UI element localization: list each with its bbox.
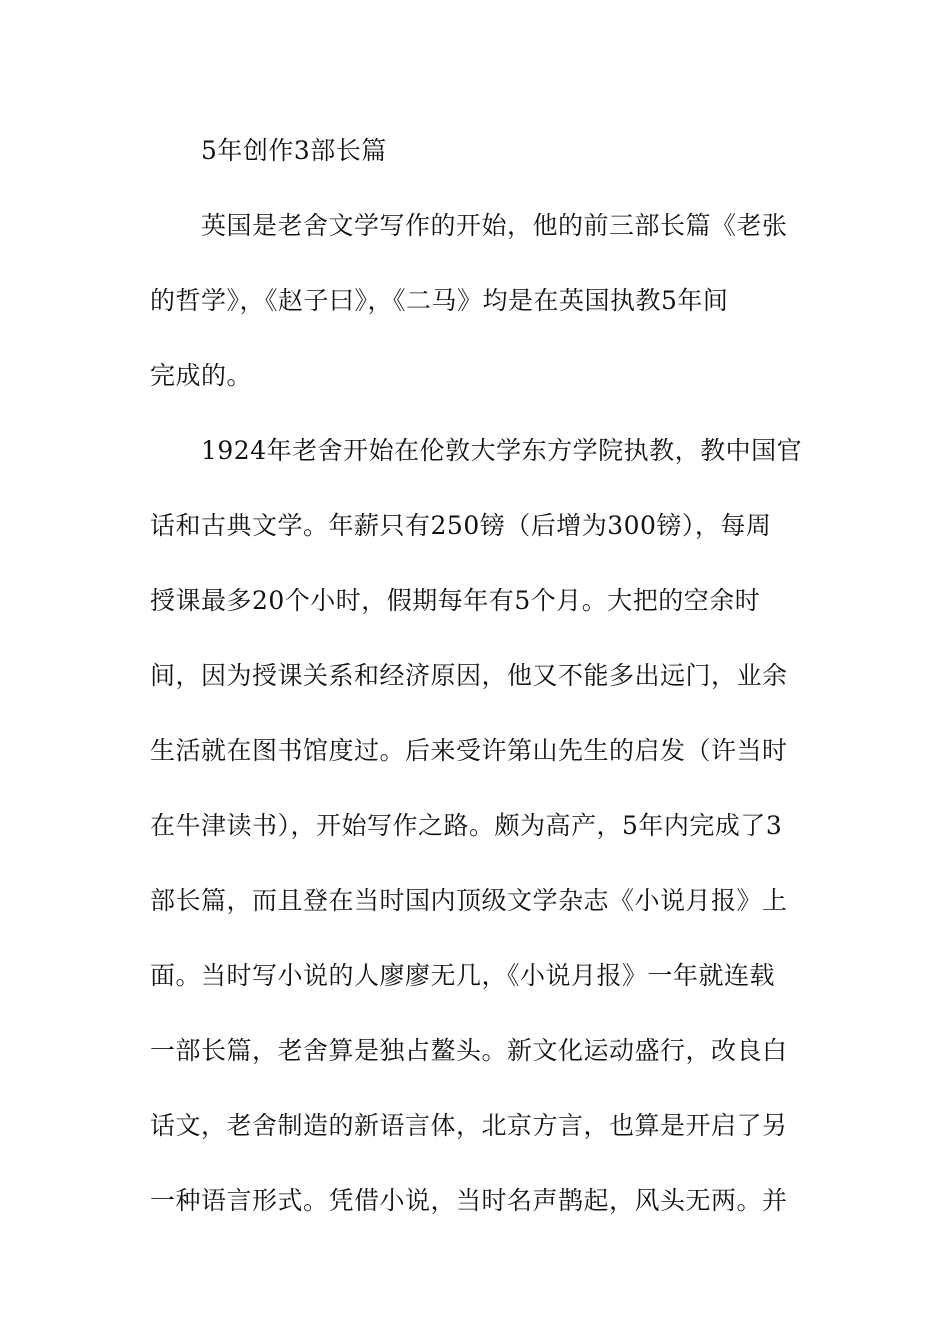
paragraph-2-line-5: 生活就在图书馆度过。后来受许第山先生的启发（许当时 (150, 736, 788, 765)
paragraph-1-line-3: 完成的。 (150, 361, 253, 390)
paragraph-2-line-4: 间，因为授课关系和经济原因，他又不能多出远门，业余 (150, 661, 788, 690)
paragraph-2-line-11: 一种语言形式。凭借小说，当时名声鹊起，风头无两。并 (150, 1186, 788, 1215)
paragraph-2-line-1: 1924年老舍开始在伦敦大学东方学院执教，教中国官 (201, 436, 803, 465)
paragraph-2-line-10: 话文，老舍制造的新语言体，北京方言，也算是开启了另 (150, 1111, 788, 1140)
paragraph-2-line-7: 部长篇，而且登在当时国内顶级文学杂志《小说月报》上 (150, 886, 788, 915)
paragraph-1-line-2: 的哲学》，《赵子曰》，《二马》均是在英国执教5年间 (150, 286, 729, 315)
paragraph-2-line-2: 话和古典文学。年薪只有250镑（后增为300镑），每周 (150, 511, 772, 540)
paragraph-2-line-3: 授课最多20个小时，假期每年有5个月。大把的空余时 (150, 586, 761, 615)
section-heading: 5年创作3部长篇 (201, 136, 387, 165)
paragraph-2-line-6: 在牛津读书），开始写作之路。颇为高产，5年内完成了3 (150, 811, 783, 840)
paragraph-1-line-1: 英国是老舍文学写作的开始，他的前三部长篇《老张 (201, 211, 788, 240)
paragraph-2-line-8: 面。当时写小说的人廖廖无几，《小说月报》一年就连载 (150, 961, 776, 990)
paragraph-2-line-9: 一部长篇，老舍算是独占鳌头。新文化运动盛行，改良白 (150, 1036, 788, 1065)
